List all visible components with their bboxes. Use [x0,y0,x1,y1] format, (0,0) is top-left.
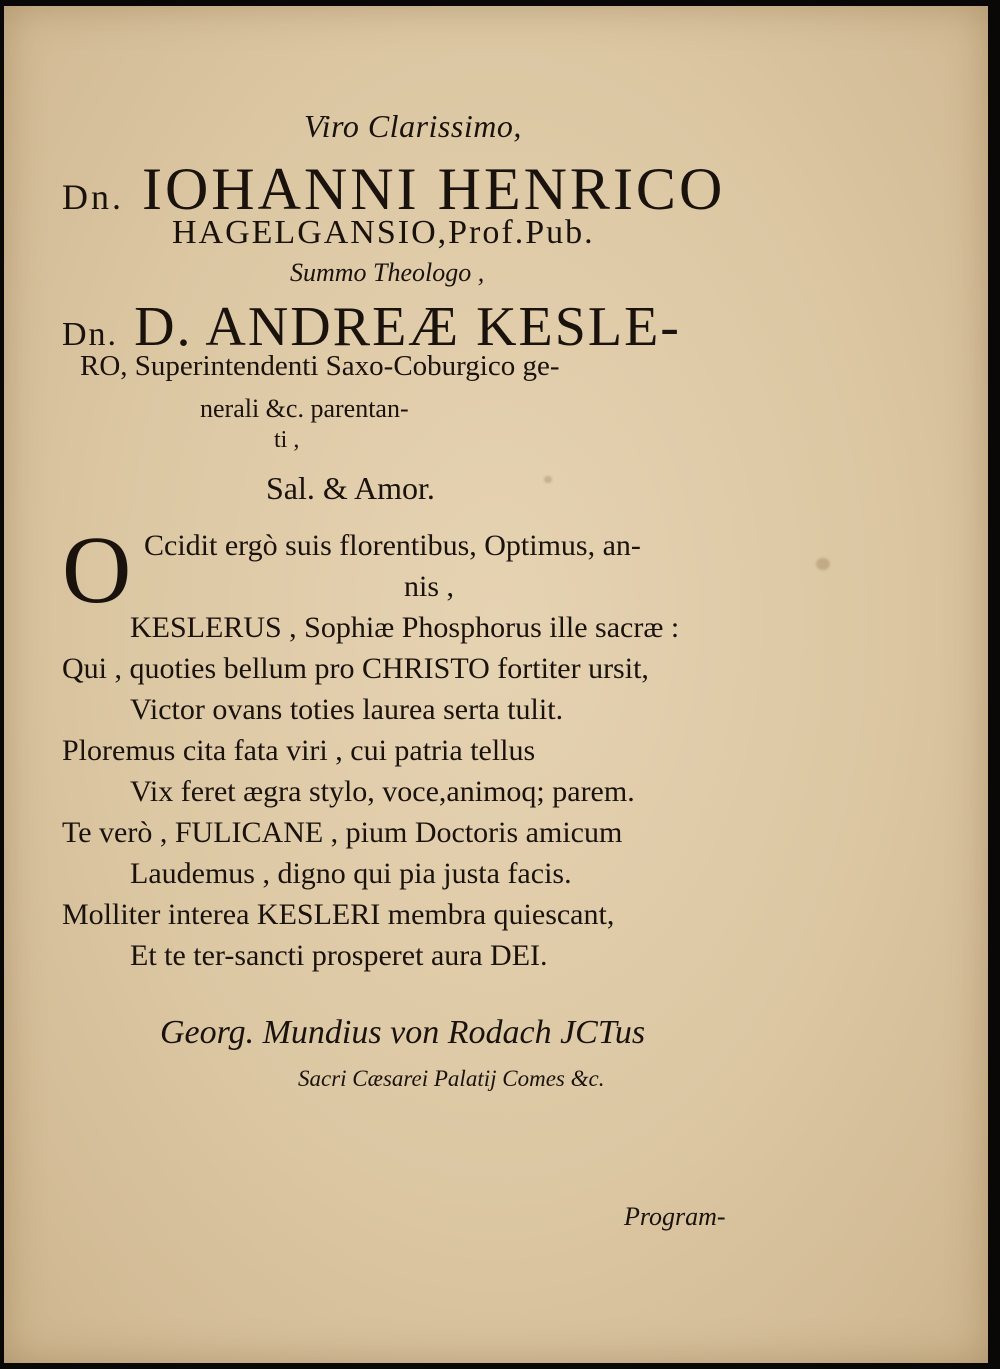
poem-line-10: Et te ter-sancti prosperet aura DEI. [130,939,548,972]
signature-name: Georg. Mundius von Rodach JCTus [160,1014,646,1051]
recipient2-name: D. ANDREÆ KESLE- [134,296,681,358]
recipient1-name: IOHANNI HENRICO [142,156,726,222]
signature-title: Sacri Cæsarei Palatij Comes &c. [298,1066,605,1091]
poem-line-5: Ploremus cita fata viri , cui patria tellus [62,734,536,767]
dedication-line: Viro Clarissimo, [304,108,522,144]
recipient1-subline: HAGELGANSIO,Prof.Pub. [172,214,595,251]
theologian-label: Summo Theologo , [290,258,485,287]
poem-line-1-continued: nis , [404,570,455,603]
recipient2-prefix: Dn. [62,316,119,353]
poem-line-3: Qui , quoties bellum pro CHRISTO fortiter ursit, [62,652,649,685]
greeting: Sal. & Amor. [266,470,435,506]
poem-line-9: Molliter interea KESLERI membra quiescant, [62,898,615,931]
poem-line-7: Te verò , FULICANE , pium Doctoris amicum [62,816,623,849]
recipient1-prefix: Dn. [62,177,124,217]
poem-line-2: KESLERUS , Sophiæ Phosphorus ille sacræ : [130,611,680,644]
poem-line-6: Vix feret ægra stylo, voce,animoq; parem. [130,775,635,808]
paper-stain [816,558,830,570]
document-page [4,6,988,1363]
recipient2-line4: ti , [274,427,300,453]
catchword: Program- [624,1202,726,1231]
paper-stain [544,476,552,483]
poem-line-8: Laudemus , digno qui pia justa facis. [130,857,572,890]
recipient2-line3: nerali &c. parentan- [200,394,409,423]
poem-line-1: Ccidit ergò suis florentibus, Optimus, an- [144,529,641,562]
recipient2-line2: RO, Superintendenti Saxo-Coburgico ge- [80,350,560,382]
poem-line-4: Victor ovans toties laurea serta tulit. [130,693,564,726]
drop-cap: O [62,516,132,623]
